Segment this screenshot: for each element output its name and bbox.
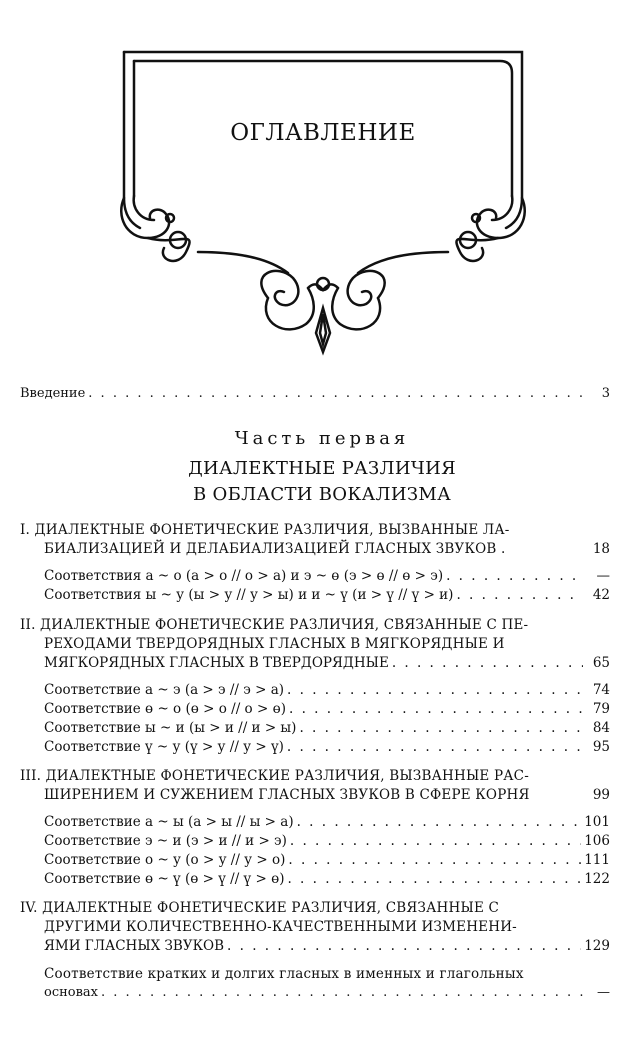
chapter-2-heading-line3-row[interactable] [44, 655, 610, 671]
toc-page-number: 101 [584, 814, 610, 830]
toc-page-number: 111 [584, 852, 610, 868]
part-title-line2: В ОБЛАСТИ ВОКАЛИЗМА [192, 484, 452, 505]
dot-leader [287, 871, 581, 887]
chapter-2-heading-line1[interactable]: II. ДИАЛЕКТНЫЕ ФОНЕТИЧЕСКИЕ РАЗЛИЧИЯ, СВЯЗАННЫЕ С ПЕ- [20, 617, 529, 633]
ornament-frame-icon [118, 48, 528, 360]
toc-row[interactable] [44, 587, 610, 603]
chapter-1-heading-line1[interactable]: I. ДИАЛЕКТНЫЕ ФОНЕТИЧЕСКИЕ РАЗЛИЧИЯ, ВЫЗВАННЫЕ ЛА- [20, 522, 510, 538]
toc-row[interactable] [44, 871, 610, 887]
title-frame [118, 48, 528, 360]
page-title: ОГЛАВЛЕНИЕ [230, 120, 416, 146]
dot-leader [456, 587, 583, 603]
toc-row[interactable] [44, 568, 610, 584]
chapter-4-heading-line3-row[interactable] [44, 938, 610, 954]
toc-page-number: 74 [592, 682, 610, 698]
toc-row[interactable] [44, 701, 610, 717]
chapter-4-page: 129 [584, 938, 610, 954]
part-title-line1: ДИАЛЕКТНЫЕ РАЗЛИЧИЯ [188, 458, 456, 479]
chapter-2-heading-line3: МЯГКОРЯДНЫХ ГЛАСНЫХ В ТВЕРДОРЯДНЫЕ [44, 655, 389, 671]
chapter-2-heading-line2[interactable]: РЕХОДАМИ ТВЕРДОРЯДНЫХ ГЛАСНЫХ В МЯГКОРЯДНЫЕ И [44, 636, 505, 652]
dot-leader [289, 701, 583, 717]
toc-page-number: 79 [592, 701, 610, 717]
toc-page-number: 42 [592, 587, 610, 603]
dot-leader [101, 985, 583, 1000]
dot-leader [290, 833, 581, 849]
dot-leader [287, 682, 583, 698]
toc-row[interactable] [44, 739, 610, 755]
dot-leader [446, 568, 583, 584]
chapter-4-heading-line3: ЯМИ ГЛАСНЫХ ЗВУКОВ [44, 938, 225, 954]
toc-row[interactable] [44, 814, 610, 830]
toc-entry-label: Соответствие ө ~ ү (ө > ү // ү > ө) [44, 871, 285, 887]
toc-entry-label-line2: основах [44, 985, 98, 1000]
dot-leader [227, 938, 581, 954]
chapter-2-page: 65 [592, 655, 610, 671]
toc-entry-label: Соответствие а ~ э (а > э // э > а) [44, 682, 285, 698]
toc-page-number: 122 [584, 871, 610, 887]
toc-page-number: 106 [584, 833, 610, 849]
toc-row[interactable] [44, 720, 610, 736]
chapter-4-heading-line2[interactable]: ДРУГИМИ КОЛИЧЕСТВЕННО-КАЧЕСТВЕННЫМИ ИЗМЕНЕНИ- [44, 919, 517, 935]
toc-entry-label: Соответствие а ~ ы (а > ы // ы > а) [44, 814, 294, 830]
toc-page-number: 3 [601, 386, 610, 401]
dot-leader [297, 814, 582, 830]
toc-page-number: — [597, 985, 610, 1000]
chapter-3-heading-line2[interactable]: ШИРЕНИЕМ И СУЖЕНИЕМ ГЛАСНЫХ ЗВУКОВ В СФЕРЕ КОРНЯ [44, 787, 530, 803]
toc-entry-label: Введение [20, 386, 86, 401]
toc-entry-label: Соответствия а ~ о (а > о // о > а) и э ~ ө (э > ө // ө > э) [44, 568, 444, 584]
dot-leader [392, 655, 583, 671]
chapter-1-heading-line2[interactable]: БИАЛИЗАЦИЕЙ И ДЕЛАБИАЛИЗАЦИЕЙ ГЛАСНЫХ ЗВУКОВ . [44, 541, 506, 557]
toc-entry-label: Соответствие ү ~ у (ү > у // у > ү) [44, 739, 284, 755]
toc-entry-label: Соответствие э ~ и (э > и // и > э) [44, 833, 287, 849]
dot-leader [299, 720, 583, 736]
toc-row[interactable] [44, 852, 610, 868]
chapter-3-page: 99 [592, 787, 610, 803]
dot-leader [287, 739, 583, 755]
toc-row[interactable] [44, 833, 610, 849]
chapter-1-page: 18 [592, 541, 610, 557]
toc-page-number: — [596, 568, 610, 584]
toc-entry-label: Соответствия ы ~ у (ы > у // у > ы) и и ~ ү (и > ү // ү > и) [44, 587, 454, 603]
toc-entry-label-line1[interactable]: Соответствие кратких и долгих гласных в именных и глагольных [44, 966, 524, 982]
chapter-4-heading-line1[interactable]: IV. ДИАЛЕКТНЫЕ ФОНЕТИЧЕСКИЕ РАЗЛИЧИЯ, СВЯЗАННЫЕ С [20, 900, 500, 916]
toc-page-number: 95 [592, 739, 610, 755]
toc-row[interactable] [44, 682, 610, 698]
dot-leader [88, 386, 583, 401]
toc-page-number: 84 [592, 720, 610, 736]
toc-row[interactable] [44, 985, 610, 1000]
part-label: Часть первая [234, 428, 410, 449]
toc-entry-label: Соответствие ы ~ и (ы > и // и > ы) [44, 720, 297, 736]
toc-entry-label: Соответствие о ~ у (о > у // у > о) [44, 852, 286, 868]
chapter-3-heading-line1[interactable]: III. ДИАЛЕКТНЫЕ ФОНЕТИЧЕСКИЕ РАЗЛИЧИЯ, ВЫЗВАННЫЕ РАС- [20, 768, 529, 784]
toc-entry-label: Соответствие ө ~ о (ө > о // о > ө) [44, 701, 286, 717]
dot-leader [288, 852, 581, 868]
toc-row-intro[interactable] [20, 386, 610, 401]
